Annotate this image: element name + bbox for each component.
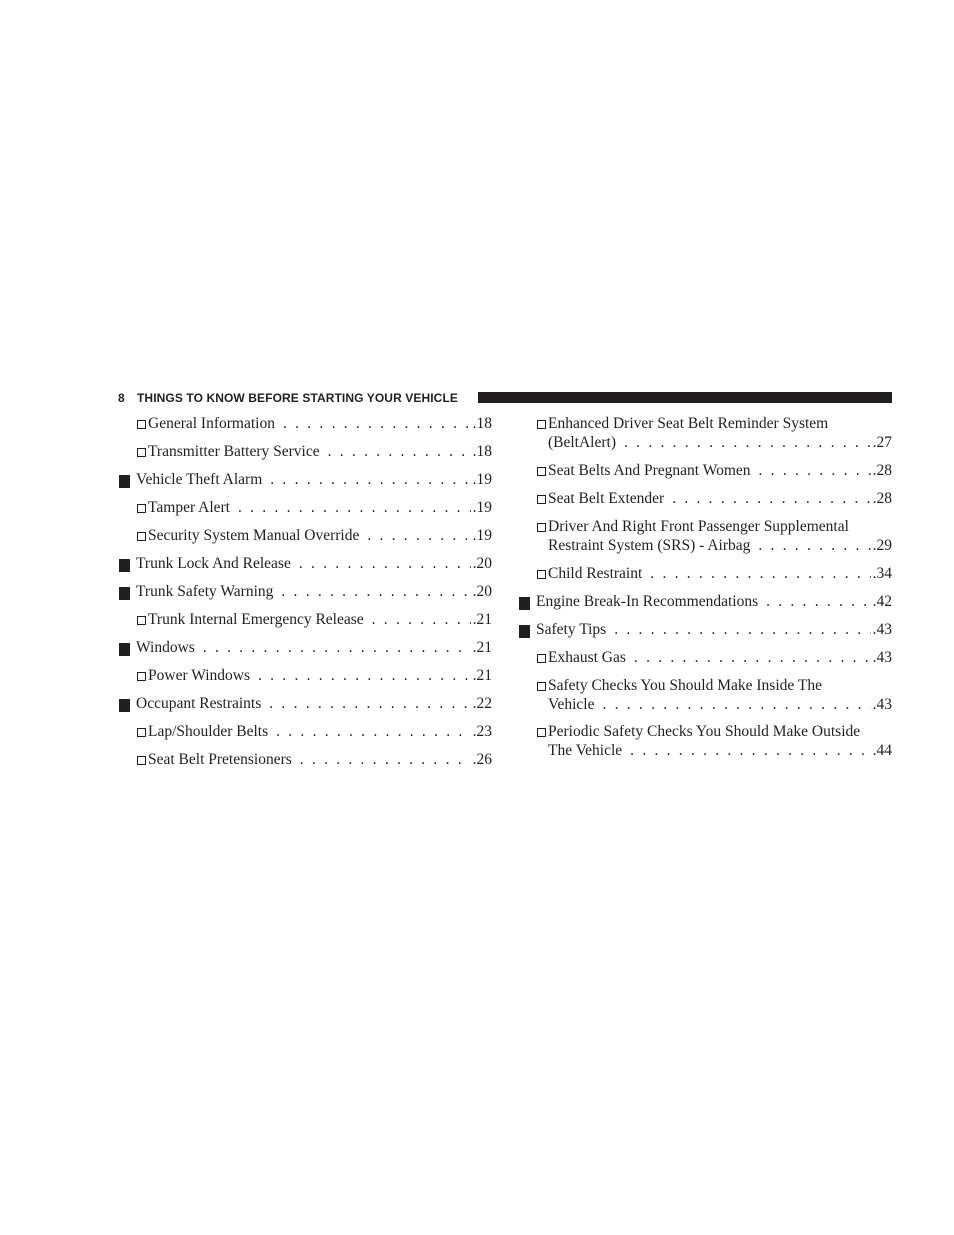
toc-entry-title: Windows [136, 639, 195, 656]
toc-entry[interactable] [118, 666, 492, 685]
dot-leader [624, 433, 871, 452]
dot-leader [672, 489, 870, 508]
toc-page-number: .26 [472, 751, 492, 768]
dot-leader [758, 536, 870, 555]
chapter-title: THINGS TO KNOW BEFORE STARTING YOUR VEHICLE [137, 391, 458, 405]
dot-leader [299, 554, 471, 573]
toc-entry-title: Trunk Safety Warning [136, 583, 274, 600]
toc-entry-title: Security System Manual Override [148, 527, 360, 544]
toc-page-number: .27 [872, 434, 892, 451]
dot-leader [283, 414, 471, 433]
toc-entry[interactable] [118, 414, 492, 433]
hollow-square-bullet-icon [137, 532, 146, 541]
toc-entry[interactable] [518, 489, 892, 508]
toc-entry[interactable] [518, 414, 892, 452]
dot-leader [270, 470, 470, 489]
toc-entry-title: Vehicle Theft Alarm [136, 471, 263, 488]
toc-entry-title: Safety Tips [536, 621, 607, 638]
toc-entry[interactable] [518, 722, 892, 760]
toc-entry[interactable] [118, 638, 492, 657]
toc-entry-title: Occupant Restraints [136, 695, 262, 712]
toc-page-number: .19 [472, 527, 492, 544]
hollow-square-bullet-icon [137, 616, 146, 625]
toc-entry[interactable] [118, 554, 492, 573]
toc-page-number: .21 [472, 639, 492, 656]
toc-entry[interactable] [518, 620, 892, 639]
toc-page-number: .22 [472, 695, 492, 712]
toc-page-number: .44 [872, 742, 892, 759]
hollow-square-bullet-icon [137, 504, 146, 513]
toc-entry[interactable] [118, 610, 492, 629]
dot-leader [372, 610, 471, 629]
toc-page-number: .19 [472, 499, 492, 516]
toc-entry-title: Trunk Internal Emergency Release [148, 611, 364, 628]
toc-entry[interactable] [518, 676, 892, 714]
toc-page-number: .18 [472, 415, 492, 432]
dot-leader [203, 638, 471, 657]
dot-leader [276, 722, 471, 741]
filled-square-bullet-icon [519, 625, 530, 638]
toc-entry[interactable] [518, 517, 892, 555]
dot-leader [281, 582, 470, 601]
toc-entry[interactable] [118, 750, 492, 769]
toc-page-number: .28 [872, 462, 892, 479]
toc-entry-title: Seat Belts And Pregnant Women [548, 462, 751, 479]
hollow-square-bullet-icon [137, 672, 146, 681]
hollow-square-bullet-icon [537, 654, 546, 663]
toc-entry-title: Power Windows [148, 667, 250, 684]
dot-leader [634, 648, 871, 667]
toc-page-number: .43 [872, 649, 892, 666]
toc-entry[interactable] [118, 582, 492, 601]
toc-page-number: .20 [472, 583, 492, 600]
toc-entry-title: Tamper Alert [148, 499, 230, 516]
toc-page-number: .23 [472, 723, 492, 740]
hollow-square-bullet-icon [537, 682, 546, 691]
toc-entry-title: Child Restraint [548, 565, 643, 582]
hollow-square-bullet-icon [537, 495, 546, 504]
toc-entry[interactable] [518, 592, 892, 611]
hollow-square-bullet-icon [137, 756, 146, 765]
toc-entry[interactable] [118, 526, 492, 545]
filled-square-bullet-icon [119, 587, 130, 600]
page-number: 8 [118, 391, 125, 405]
toc-entry-title: Exhaust Gas [548, 649, 626, 666]
filled-square-bullet-icon [119, 559, 130, 572]
dot-leader [367, 526, 470, 545]
toc-page-number: .34 [872, 565, 892, 582]
toc-entry-title: Periodic Safety Checks You Should Make Outside [548, 723, 861, 740]
hollow-square-bullet-icon [537, 420, 546, 429]
toc-entry[interactable] [118, 722, 492, 741]
dot-leader [614, 620, 870, 639]
toc-page-number: .42 [872, 593, 892, 610]
dot-leader [602, 695, 870, 714]
toc-entry-title: Safety Checks You Should Make Inside The [548, 677, 822, 694]
filled-square-bullet-icon [119, 475, 130, 488]
page-header [118, 389, 892, 405]
toc-page-number: .43 [872, 621, 892, 638]
toc-entry-title: Seat Belt Pretensioners [148, 751, 292, 768]
toc-entry-title: Enhanced Driver Seat Belt Reminder System [548, 415, 829, 432]
toc-entry-title: Lap/Shoulder Belts [148, 723, 269, 740]
hollow-square-bullet-icon [137, 448, 146, 457]
toc-entry[interactable] [118, 694, 492, 713]
filled-square-bullet-icon [119, 643, 130, 656]
toc-entry[interactable] [518, 564, 892, 583]
dot-leader [300, 750, 471, 769]
dot-leader [269, 694, 470, 713]
toc-page-number: .21 [472, 611, 492, 628]
toc-entry[interactable] [118, 470, 492, 489]
toc-page-number: .18 [472, 443, 492, 460]
toc-page-number: .20 [472, 555, 492, 572]
toc-entry[interactable] [118, 442, 492, 461]
toc-entry-title: Driver And Right Front Passenger Supplemental [548, 518, 849, 535]
toc-entry-title: Trunk Lock And Release [136, 555, 291, 572]
toc-page-number: .28 [872, 490, 892, 507]
dot-leader [759, 461, 871, 480]
dot-leader [238, 498, 471, 517]
toc-entry-title: General Information [148, 415, 275, 432]
toc-entry-title: Transmitter Battery Service [148, 443, 320, 460]
dot-leader [328, 442, 471, 461]
filled-square-bullet-icon [519, 597, 530, 610]
toc-page-number: .43 [872, 696, 892, 713]
hollow-square-bullet-icon [537, 728, 546, 737]
toc-entry-title: Seat Belt Extender [548, 490, 665, 507]
hollow-square-bullet-icon [537, 570, 546, 579]
toc-entry-title: The Vehicle [548, 742, 623, 759]
hollow-square-bullet-icon [137, 728, 146, 737]
dot-leader [766, 592, 871, 611]
toc-entry-title: Engine Break-In Recommendations [536, 593, 759, 610]
header-rule [478, 392, 892, 403]
hollow-square-bullet-icon [537, 467, 546, 476]
filled-square-bullet-icon [119, 699, 130, 712]
toc-entry-title: Restraint System (SRS) - Airbag [548, 537, 751, 554]
hollow-square-bullet-icon [537, 523, 546, 532]
toc-page-number: .21 [472, 667, 492, 684]
toc-entry[interactable] [118, 498, 492, 517]
toc-page-number: .29 [872, 537, 892, 554]
dot-leader [650, 564, 870, 583]
toc-entry[interactable] [518, 648, 892, 667]
toc-entry-title: Vehicle [548, 696, 595, 713]
toc-entry-title: (BeltAlert) [548, 434, 617, 451]
dot-leader [630, 741, 870, 760]
toc-entry[interactable] [518, 461, 892, 480]
toc-page-number: .19 [472, 471, 492, 488]
hollow-square-bullet-icon [137, 420, 146, 429]
dot-leader [258, 666, 471, 685]
